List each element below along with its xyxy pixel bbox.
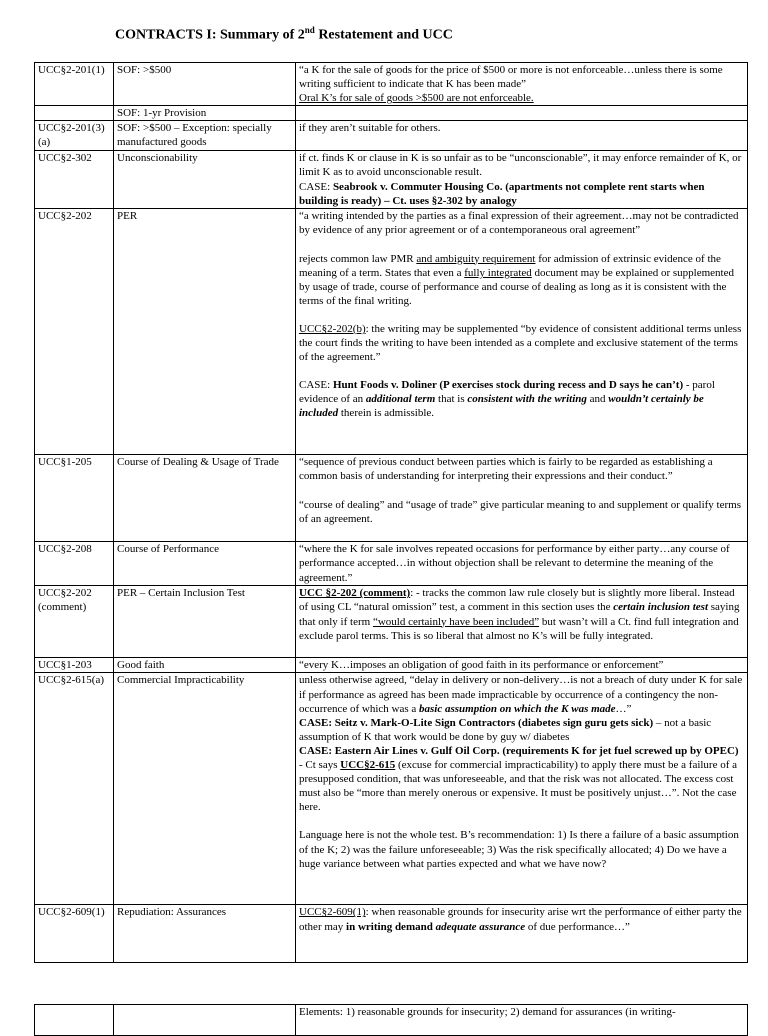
table-row (35, 63, 748, 106)
continuation-table (34, 1004, 748, 1036)
description-cell: if ct. finds K or clause in K is so unfair as to be “unconscionable”, it may enforce remainder of K, or limit K as to avoid unconscionable result. CASE: Seabrook v. Commuter Housing Co. (apartments not complete rent starts when building is ready) – Ct. uses §2-302 by analogy (296, 151, 748, 209)
code-cell (35, 1005, 114, 1036)
description-cell (296, 106, 748, 121)
table-row (35, 542, 748, 586)
text-paragraph: UCC§2-202(b): the writing may be supplemented “by evidence of consistent additional terms unless the court finds the writing to have been intended as a complete and exclusive statement of the terms of the agreement.” (299, 322, 742, 364)
table-row (35, 1005, 748, 1036)
quote-paragraph: “a writing intended by the parties as a final expression of their agreement…may not be contradicted by evidence of any prior agreement or of a contemporaneous oral agreement” (299, 210, 739, 237)
topic-cell: PER – Certain Inclusion Test (114, 586, 296, 658)
table-row (35, 586, 748, 658)
table-row (35, 658, 748, 673)
table-row (35, 106, 748, 121)
code-cell: UCC§2-208 (35, 542, 114, 586)
description-cell: “where the K for sale involves repeated occasions for performance by either party…any course of performance accepted…in without objection shall be relevant to determine the meaning of the agreement.” (296, 542, 748, 586)
topic-cell: Repudiation: Assurances (114, 905, 296, 963)
table-row (35, 673, 748, 905)
code-cell (35, 106, 114, 121)
description-cell: unless otherwise agreed, “delay in delivery or non-delivery…is not a breach of duty under K for sale if performance as agreed has been made impracticable by occurrence of a contingency the non-occurrence of which was a basic assumption on which the K was made…” CASE: Seitz v. Mark-O-Lite Sign Contractors (diabetes sign guru gets sick) – not a basic assumption of K that work would be done by guy w/ diabetes CASE: Eastern Air Lines v. Gulf Oil Corp. (requirements K for jet fuel screwed up by OPEC) - Ct says UCC§2-615 (excuse for commercial impracticability) to apply there must be a failure of a presupposed condition, that was unforeseeable, and that the risk was not allocated. The excess cost must also be “more than merely onerous or expensive. It must be positively unjust…”. Not the case here. Language here is not the whole test. B’s recommendation: 1) Is there a failure of a basic assumption of the K; 2) was the failure unforeseeable; 3) Was the risk specifically allocated; 4) Do we have a huge variance between what parties expected and what we have now? (296, 673, 748, 905)
description-cell: “every K…imposes an obligation of good faith in its performance or enforcement” (296, 658, 748, 673)
code-cell: UCC§2-302 (35, 151, 114, 209)
summary-table (34, 62, 748, 963)
page-title: CONTRACTS I: Summary of 2nd Restatement and UCC (115, 25, 453, 43)
topic-cell: PER (114, 209, 296, 455)
topic-cell: Course of Performance (114, 542, 296, 586)
description-cell: “sequence of previous conduct between parties which is fairly to be regarded as establishing a common basis of understanding for interpreting their expressions and their conduct.” “course of dealing” and “usage of trade” give particular meaning to and supplement or qualify terms of an agreement. (296, 455, 748, 542)
description-cell: UCC§2-609(1): when reasonable grounds for insecurity arise wrt the performance of either party the other may in writing demand adequate assurance of due performance…” (296, 905, 748, 963)
description-cell: “a K for the sale of goods for the price of $500 or more is not enforceable…unless there is some writing sufficient to indicate that K has been made” Oral K’s for sale of goods >$500 are not enforceable. (296, 63, 748, 106)
topic-cell: SOF: 1-yr Provision (114, 106, 296, 121)
topic-cell: Unconscionability (114, 151, 296, 209)
topic-cell: SOF: >$500 (114, 63, 296, 106)
topic-cell (114, 1005, 296, 1036)
description-cell: UCC §2-202 (comment): - tracks the common law rule closely but is slightly more liberal. Instead of using CL “natural omission” test, a comment in this section uses the certain inclusion test saying that only if term “would certainly have been included” but wasn’t will a Ct. find full integration and exclude parol terms. This is so liberal that almost no K’s will be fully integrated. (296, 586, 748, 658)
topic-cell: Commercial Impracticability (114, 673, 296, 905)
code-cell: UCC§2-201(3)(a) (35, 121, 114, 151)
table-row (35, 455, 748, 542)
table-row (35, 151, 748, 209)
description-cell: Elements: 1) reasonable grounds for insecurity; 2) demand for assurances (in writing- (296, 1005, 748, 1036)
table-row (35, 209, 748, 455)
topic-cell: Course of Dealing & Usage of Trade (114, 455, 296, 542)
topic-cell: SOF: >$500 – Exception: specially manufactured goods (114, 121, 296, 151)
table-row (35, 121, 748, 151)
description-cell: if they aren’t suitable for others. (296, 121, 748, 151)
code-cell: UCC§2-201(1) (35, 63, 114, 106)
code-cell: UCC§1-205 (35, 455, 114, 542)
code-cell: UCC§2-615(a) (35, 673, 114, 905)
code-cell: UCC§1-203 (35, 658, 114, 673)
code-cell: UCC§2-609(1) (35, 905, 114, 963)
text-paragraph: rejects common law PMR and ambiguity requirement for admission of extrinsic evidence of the meaning of a term. States that even a fully integrated document may be explained or supplemented by usage of trade, course of performance and course of dealing as long as it is consistent with the terms of the final writing. (299, 252, 734, 307)
table-row (35, 905, 748, 963)
case-paragraph: CASE: Hunt Foods v. Doliner (P exercises stock during recess and D says he can’t) - parol evidence of an additional term that is consistent with the writing and wouldn’t certainly be included therein is admissible. (299, 379, 715, 420)
topic-cell: Good faith (114, 658, 296, 673)
description-cell (296, 209, 748, 455)
code-cell: UCC§2-202 (35, 209, 114, 455)
code-cell: UCC§2-202 (comment) (35, 586, 114, 658)
